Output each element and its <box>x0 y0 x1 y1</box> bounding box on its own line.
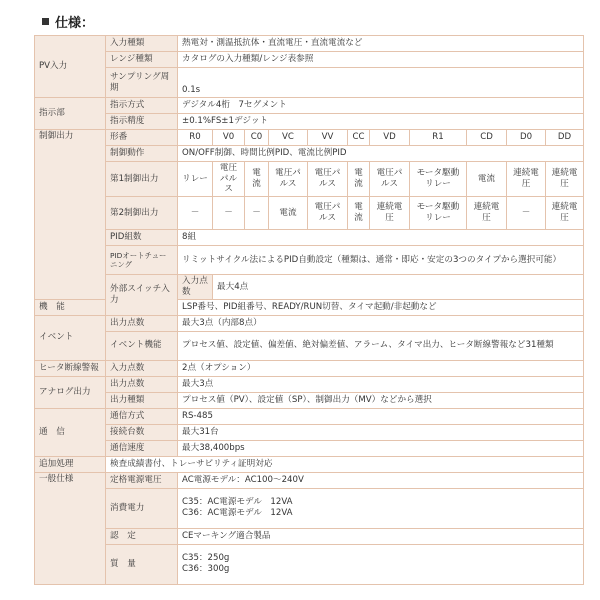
consumption-c36: C36：AC電源モデル 12VA <box>182 508 293 519</box>
output-1-cell: 電流 <box>348 162 370 197</box>
value-analog-points: 最大3点 <box>178 376 584 392</box>
table-row <box>35 130 584 146</box>
label-output-1: 第1制御出力 <box>106 162 178 197</box>
value-certification: CEマーキング適合製品 <box>178 528 584 544</box>
label-range-type: レンジ種類 <box>106 52 178 68</box>
output-2-cell: モータ駆動リレー <box>410 197 467 230</box>
value-heater-points: 2点（オプション） <box>178 360 584 376</box>
model-cell: VC <box>269 130 308 146</box>
output-2-cell: － <box>213 197 245 230</box>
output-1-cell: 連続電圧 <box>546 162 584 197</box>
value-switch-points: 最大4点 <box>213 275 584 299</box>
model-cell: CD <box>467 130 507 146</box>
table-row <box>35 472 584 488</box>
table-row <box>35 392 584 408</box>
value-sampling: 0.1s <box>178 68 584 98</box>
output-2-cell: 連続電圧 <box>370 197 410 230</box>
table-row <box>35 162 584 197</box>
output-1-cell: 電圧パルス <box>213 162 245 197</box>
spec-table <box>34 35 584 585</box>
model-cell: C0 <box>245 130 269 146</box>
output-2-cell: － <box>507 197 546 230</box>
output-1-cell: 電流 <box>467 162 507 197</box>
label-event-points: 出力点数 <box>106 315 178 331</box>
category-extra-processing: 追加処理 <box>35 456 106 472</box>
label-analog-points: 出力点数 <box>106 376 178 392</box>
square-bullet-icon <box>42 18 49 25</box>
label-input-type: 入力種類 <box>106 36 178 52</box>
table-row <box>35 440 584 456</box>
category-analog-output: アナログ出力 <box>35 376 106 408</box>
label-switch-function: 機 能 <box>35 299 106 315</box>
output-1-cell: 電圧パルス <box>370 162 410 197</box>
category-general: 一般仕様 <box>35 472 106 584</box>
label-mass: 質 量 <box>106 544 178 584</box>
output-2-cell: － <box>178 197 213 230</box>
spec-heading-text: 仕様： <box>55 16 95 31</box>
category-communication: 通 信 <box>35 408 106 456</box>
output-2-cell: 電圧パルス <box>308 197 348 230</box>
value-pid-groups: 8組 <box>178 230 584 246</box>
label-heater-points: 入力点数 <box>106 360 178 376</box>
table-row <box>35 68 584 98</box>
value-consumption <box>178 488 584 528</box>
table-row <box>35 376 584 392</box>
value-power: AC電源モデル：AC100～240V <box>178 472 584 488</box>
label-power: 定格電源電圧 <box>106 472 178 488</box>
category-display: 指示部 <box>35 98 106 130</box>
output-2-cell: 電流 <box>269 197 308 230</box>
table-row <box>35 246 584 275</box>
value-comm-units: 最大31台 <box>178 424 584 440</box>
table-row <box>35 230 584 246</box>
label-certification: 認 定 <box>106 528 178 544</box>
label-consumption: 消費電力 <box>106 488 178 528</box>
label-comm-method: 通信方式 <box>106 408 178 424</box>
value-range-type: カタログの入力種類/レンジ表参照 <box>178 52 584 68</box>
value-event-function: プロセス値、設定値、偏差値、絶対偏差値、アラーム、タイマ出力、ヒータ断線警報など31種類 <box>178 331 584 360</box>
category-event: イベント <box>35 315 106 360</box>
table-row <box>35 424 584 440</box>
table-row <box>35 315 584 331</box>
table-row <box>35 456 584 472</box>
label-event-function: イベント機能 <box>106 331 178 360</box>
model-cell: VD <box>370 130 410 146</box>
output-2-cell: 電流 <box>348 197 370 230</box>
output-2-cell: 連続電圧 <box>546 197 584 230</box>
value-extra-processing: 検査成績書付、トレーサビリティ証明対応 <box>106 456 584 472</box>
category-heater-break: ヒータ断線警報 <box>35 360 106 376</box>
value-control-action: ON/OFF制御、時間比例PID、電流比例PID <box>178 146 584 162</box>
label-analog-type: 出力種類 <box>106 392 178 408</box>
model-cell: D0 <box>507 130 546 146</box>
output-1-cell: リレー <box>178 162 213 197</box>
table-row <box>35 408 584 424</box>
label-display-method: 指示方式 <box>106 98 178 114</box>
output-1-cell: 電圧パルス <box>308 162 348 197</box>
label-model: 形番 <box>106 130 178 146</box>
label-display-accuracy: 指示精度 <box>106 114 178 130</box>
table-row <box>35 98 584 114</box>
output-1-cell: 電流 <box>245 162 269 197</box>
mass-c36: C36：300g <box>182 564 230 575</box>
category-external-switch: 外部スイッチ入力 <box>106 275 178 315</box>
model-cell: R0 <box>178 130 213 146</box>
table-row <box>35 52 584 68</box>
table-row <box>35 360 584 376</box>
label-sampling: サンプリング周期 <box>106 68 178 98</box>
table-row <box>35 114 584 130</box>
consumption-c35: C35：AC電源モデル 12VA <box>182 497 293 508</box>
table-row <box>35 488 584 528</box>
label-output-2: 第2制御出力 <box>106 197 178 230</box>
table-row <box>35 36 584 52</box>
label-pid-groups: PID組数 <box>106 230 178 246</box>
value-display-method: デジタル4桁 7セグメント <box>178 98 584 114</box>
table-row <box>35 146 584 162</box>
model-cell: DD <box>546 130 584 146</box>
output-2-cell: － <box>245 197 269 230</box>
model-cell: VV <box>308 130 348 146</box>
category-pv-input: PV入力 <box>35 36 106 98</box>
output-1-cell: モータ駆動リレー <box>410 162 467 197</box>
value-mass <box>178 544 584 584</box>
value-pid-autotuning: リミットサイクル法によるPID自動設定（種類は、通常・即応・安定の3つのタイプから選択可能） <box>178 246 584 275</box>
model-cell: CC <box>348 130 370 146</box>
output-1-cell: 電圧パルス <box>269 162 308 197</box>
table-row <box>35 544 584 584</box>
output-2-cell: 連続電圧 <box>467 197 507 230</box>
category-control-output: 制御出力 <box>35 130 106 300</box>
label-pid-autotuning: PIDオートチューニング <box>106 246 178 275</box>
mass-c35: C35：250g <box>182 553 230 564</box>
label-switch-points: 入力点数 <box>178 275 213 299</box>
spec-heading <box>42 12 94 31</box>
value-event-points: 最大3点（内部8点） <box>178 315 584 331</box>
table-row <box>35 331 584 360</box>
label-control-action: 制御動作 <box>106 146 178 162</box>
table-row <box>35 275 584 299</box>
model-cell: R1 <box>410 130 467 146</box>
value-input-type: 熱電対・測温抵抗体・直流電圧・直流電流など <box>178 36 584 52</box>
value-switch-function: LSP番号、PID組番号、READY/RUN切替、タイマ起動/非起動など <box>178 299 584 315</box>
output-1-cell: 連続電圧 <box>507 162 546 197</box>
value-comm-speed: 最大38,400bps <box>178 440 584 456</box>
value-display-accuracy: ±0.1%FS±1デジット <box>178 114 584 130</box>
value-comm-method: RS-485 <box>178 408 584 424</box>
table-row <box>35 528 584 544</box>
table-row <box>35 197 584 230</box>
label-comm-units: 接続台数 <box>106 424 178 440</box>
value-analog-type: プロセス値（PV）、設定値（SP）、制御出力（MV）などから選択 <box>178 392 584 408</box>
label-comm-speed: 通信速度 <box>106 440 178 456</box>
model-cell: V0 <box>213 130 245 146</box>
